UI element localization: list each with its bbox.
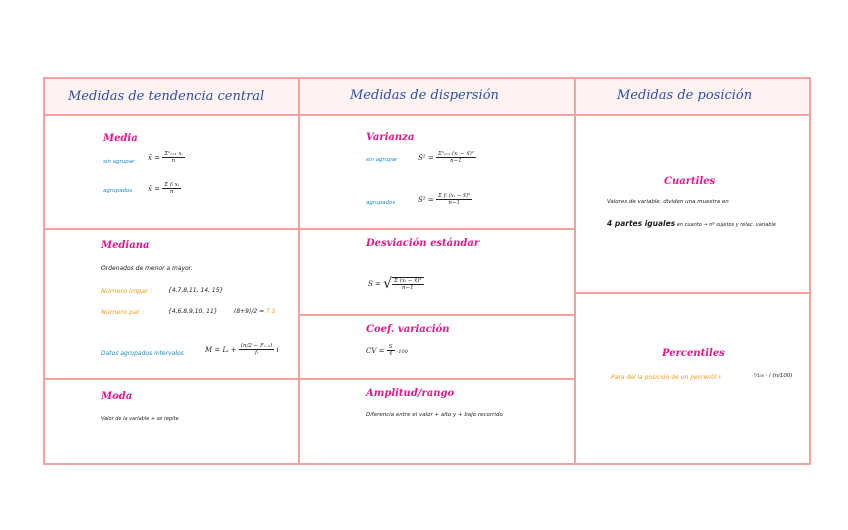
desviacion-lhs: S = [368, 280, 381, 288]
mediana-grouped-den: fᵢ [254, 350, 259, 357]
amplitud-title: Amplitud/rango [366, 388, 455, 399]
moda-description: Valor de la variable + se repite [101, 416, 179, 422]
header-divider [43, 114, 811, 116]
desviacion-num: Σ (xᵢ − x̄)² [394, 277, 422, 284]
media-title: Media [103, 133, 138, 144]
coef-formula [366, 344, 408, 358]
media-ungrouped-num: Σⁿᵢ₌₁ xᵢ [164, 151, 183, 157]
mediana-odd-values: {4,7,8,11, 14, 15} [168, 287, 224, 294]
media-ungrouped-label: sin agrupar [103, 159, 135, 165]
column-divider-2 [574, 77, 576, 465]
mediana-grouped-label: Datos agrupados intervalos [101, 350, 184, 357]
desviacion-formula [368, 276, 424, 292]
coef-title: Coef. variación [366, 324, 450, 335]
mediana-even-values [168, 308, 218, 315]
varianza-ungrouped-den: n−1 [450, 158, 462, 165]
column-divider-1 [298, 77, 300, 465]
row-divider-col1-a [43, 228, 299, 230]
coef-tail: ·100 [396, 348, 408, 355]
cuartiles-desc-line1: Valores de variable. dividen una muestra en [607, 199, 729, 205]
percentiles-title: Percentiles [662, 348, 725, 359]
mediana-even-result [234, 308, 276, 315]
cuartiles-desc-rest: en cuanto → nº sujetos y relac. variable [676, 222, 776, 228]
coef-lhs: CV = [366, 346, 385, 355]
media-grouped-lhs: x̄ = [148, 184, 161, 193]
cuartiles-title: Cuartiles [664, 176, 716, 187]
desviacion-den: n−1 [402, 285, 414, 291]
mediana-even-result-formula: (8+9)/2 = [234, 308, 265, 315]
varianza-grouped-label: agrupados [366, 200, 396, 206]
varianza-ungrouped-num: Σⁿᵢ₌₁ (xᵢ − x̄)² [437, 151, 474, 157]
row-divider-col2-a [299, 228, 575, 230]
moda-title: Moda [101, 391, 133, 402]
mediana-grouped-lhs: M = Lᵢ + [205, 345, 237, 354]
row-divider-col2-c [299, 378, 575, 380]
varianza-grouped-lhs: S² = [418, 195, 434, 204]
varianza-ungrouped-lhs: S² = [418, 153, 434, 162]
desviacion-title: Desviación estándar [366, 238, 480, 249]
header-position: Medidas de posición [617, 88, 753, 103]
mediana-odd-label: Número impar : [101, 287, 153, 295]
row-divider-col2-b [299, 314, 575, 316]
varianza-ungrouped-label: sin agrupar [366, 157, 398, 163]
header-central-tendency: Medidas de tendencia central [68, 89, 265, 104]
varianza-grouped-formula [418, 193, 472, 207]
media-ungrouped-lhs: x̄ = [148, 153, 161, 162]
mediana-grouped-tail: i [276, 345, 279, 354]
percentiles-description: Para del la posición de un percentil i: [611, 374, 723, 381]
cuartiles-desc-line2 [607, 219, 776, 228]
amplitud-description: Diferencia entre el valor + alto y + bajo recorrido [366, 412, 503, 418]
mediana-even-label: Número par : [101, 308, 145, 316]
varianza-grouped-num: Σ fᵢ (xᵢ − x̄)² [437, 193, 471, 199]
media-grouped-formula [148, 182, 181, 196]
coef-den: x̄ [389, 351, 393, 358]
mediana-description: Ordenados de menor a mayor. [101, 265, 193, 272]
media-grouped-label: agrupados [103, 188, 133, 194]
media-ungrouped-formula [148, 151, 185, 165]
varianza-grouped-den: n−1 [448, 200, 460, 207]
cuartiles-four-parts: 4 partes iguales [607, 219, 676, 228]
mediana-title: Mediana [101, 240, 150, 251]
percentiles-formula: ᵏ⁄₁₀₀ · i (n/100) [754, 373, 793, 379]
varianza-title: Varianza [366, 132, 415, 143]
media-grouped-num: Σ fᵢ xᵢ [164, 182, 180, 188]
mediana-even-result-value: 7.5 [266, 308, 276, 315]
coef-num: S [388, 344, 393, 350]
media-ungrouped-den: n [171, 158, 176, 165]
varianza-ungrouped-formula [418, 151, 476, 165]
mediana-grouped-num: (n/2 − Fᵢ₋₁) [240, 343, 273, 349]
header-dispersion: Medidas de dispersión [350, 88, 499, 103]
row-divider-col3-a [575, 292, 811, 294]
media-grouped-den: n [169, 189, 174, 196]
row-divider-col1-b [43, 378, 299, 380]
mediana-grouped-formula [205, 343, 279, 357]
mediana-even-values-text: {4,6,8,9,10, 11} [168, 308, 218, 315]
sqrt-icon: √ [383, 276, 393, 292]
